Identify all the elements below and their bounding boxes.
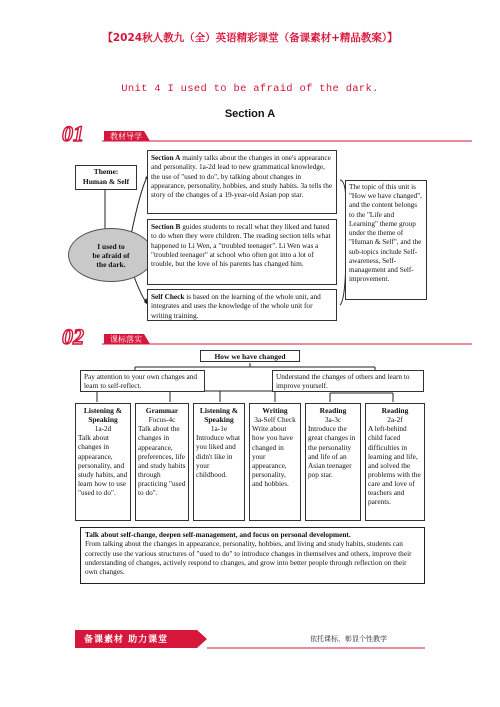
section-a-label: Section A: [151, 153, 181, 162]
self-check-box: [147, 289, 337, 321]
column-reading-2: [365, 403, 425, 521]
column-reading-1: [305, 403, 361, 521]
unit-topic-ellipse: I used to be afraid of the dark.: [68, 228, 154, 282]
column-body: Introduce the great changes in the personality and life of an Asian teenager pop star.: [308, 424, 356, 479]
left-branch-box: Pay attention to your own changes and learn to self-reflect.: [80, 370, 205, 392]
column-title: Grammar: [145, 406, 179, 415]
column-listening-speaking-2: [193, 403, 245, 521]
column-body: Introduce what you liked and didn't like in your childhood.: [196, 433, 240, 479]
column-body: Talk about changes in appearance, personality, and study habits, and learn how to use "used to do".: [78, 433, 128, 497]
column-body: A left-behind child faced difficulties in learning and life, and solved the problems with the care and love of teachers and parents.: [368, 424, 421, 507]
footer-right-text: 依托课标，彰显个性教学: [310, 635, 387, 643]
column-grammar: [135, 403, 189, 521]
column-body: Write about how you have changed in your appearance, personality, and hobbies.: [252, 424, 293, 488]
column-title: Listening & Speaking: [83, 406, 123, 424]
column-title: Listening & Speaking: [199, 406, 239, 424]
column-sub: Focus-4c: [148, 415, 176, 424]
column-sub: 2a-2f: [387, 415, 403, 424]
section-1-heading: [62, 121, 472, 146]
column-sub: 1a-1e: [210, 424, 228, 433]
self-check-label: Self Check: [151, 292, 185, 301]
section-title: Section A: [224, 108, 276, 120]
unit-title: Unit 4 I used to be afraid of the dark.: [121, 83, 379, 95]
self-check-text: is based on the learning of the whole unit, and integrates and uses the knowledge of the whole unit for writing training.: [151, 292, 321, 320]
column-listening-speaking-1: [75, 403, 131, 521]
theme-box: Theme: Human & Self: [75, 165, 137, 190]
column-title: Reading: [319, 406, 347, 415]
section-1-label: 教材导学: [110, 132, 142, 141]
column-sub: 3a-Self Check: [254, 415, 296, 424]
column-body: Talk about the changes in appearance, preferences, life and study habits through practicing "used to do".: [138, 424, 186, 498]
section-2-label: 课标落实: [110, 335, 142, 344]
column-title: Writing: [262, 406, 288, 415]
section-b-text: guides students to recall what they liked and hated to do when they were children. The reading section tells what happened to Li Wen, a "troubled teenager". Li Wen was a "troubled teenager" at school who often got into a lot of trouble, but the love of his parents has changed him.: [151, 222, 331, 269]
section-a-text: mainly talks about the changes in one's appearance and personality. 1a-2d lead to new grammatical knowledge, the use of "used to do", by talking about changes in appearance, personality, hobbies, and study habits. 3a tells the story of the changes of a 19-year-old Asian pop star.: [151, 153, 333, 200]
column-sub: 1a-2d: [94, 424, 112, 433]
column-writing: [249, 403, 301, 521]
section-b-box: [147, 219, 337, 285]
unit-topic-side-box: The topic of this unit is "How we have changed", and the content belongs to the "Life and Learning" theme group under the theme of "Human & Self", and the sub-topics include Self-awareness, Self-management and Self-improvement.: [345, 180, 427, 300]
summary-text: From talking about the changes in appearance, personality, hobbies, and living and study habits, students can correctly use the various structures of "used to do" to introduce changes in themselves and others, improve their understanding of changes, actively respond to changes, and grow into better people through reflection on their own changes.: [85, 539, 412, 577]
column-sub: 3a-3c: [324, 415, 342, 424]
section-a-box: [147, 150, 337, 214]
right-branch-box: Understand the changes of others and learn to improve yourself.: [272, 370, 424, 392]
section-b-label: Section B: [151, 222, 181, 231]
section-1-number: 01: [62, 121, 84, 146]
page-header-title: 【2024秋人教九（全）英语精彩课堂（备课素材+精品教案）】: [102, 32, 398, 44]
summary-box: [80, 527, 425, 584]
footer-left-banner: 备课素材 助力课堂: [84, 635, 169, 645]
how-we-have-changed-root: How we have changed: [200, 350, 300, 362]
summary-title: Talk about self-change, deepen self-management, and focus on personal development.: [85, 530, 351, 539]
section-2-heading: [62, 324, 472, 349]
column-title: Reading: [381, 406, 409, 415]
section-2-number: 02: [62, 324, 84, 349]
